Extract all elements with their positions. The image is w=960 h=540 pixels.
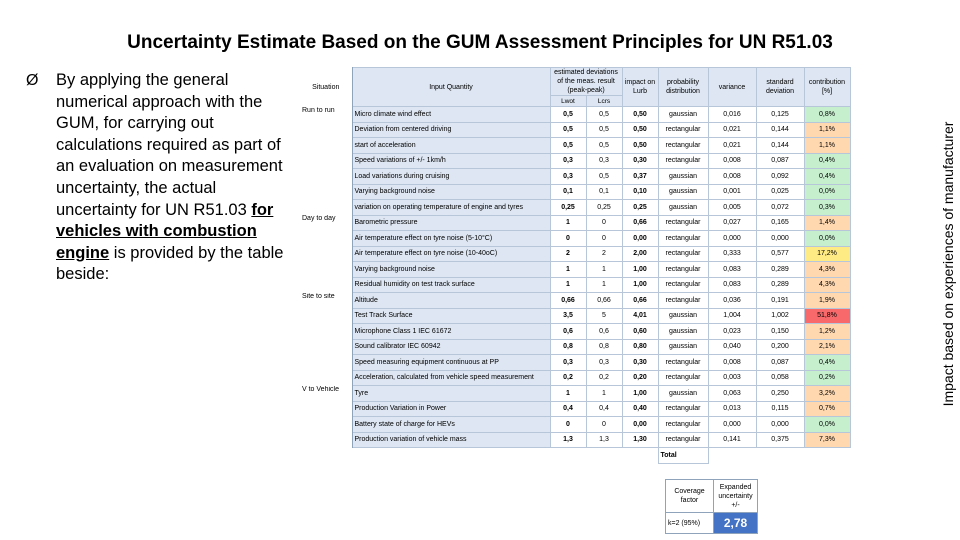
table-row [300,169,850,185]
std-deviation-cell: 0,250 [756,386,804,402]
lcrs-cell: 2 [586,246,622,262]
input-quantity-cell: Altitude [352,293,550,309]
input-quantity-cell: Load variations during cruising [352,169,550,185]
variance-cell: 0,000 [708,231,756,247]
variance-cell: 0,001 [708,184,756,200]
input-quantity-cell: Speed measuring equipment continuous at PP [352,355,550,371]
contribution-cell: 0,0% [804,184,850,200]
impact-cell: 0,20 [622,370,658,386]
impact-cell: 0,40 [622,401,658,417]
lwot-cell: 0 [550,417,586,433]
lwot-cell: 0,3 [550,355,586,371]
lcrs-cell: 0,5 [586,138,622,154]
situation-cell: Run to run [300,107,352,216]
impact-cell: 0,66 [622,293,658,309]
situation-cell: V to Vehicle [300,386,352,448]
lcrs-cell: 0,4 [586,401,622,417]
std-deviation-cell: 0,087 [756,153,804,169]
lcrs-cell: 0,5 [586,122,622,138]
contribution-cell: 0,4% [804,153,850,169]
impact-cell: 0,60 [622,324,658,340]
lcrs-cell: 1,3 [586,432,622,448]
contribution-cell: 1,1% [804,122,850,138]
std-deviation-cell: 0,000 [756,417,804,433]
contribution-cell: 2,1% [804,339,850,355]
impact-cell: 1,00 [622,386,658,402]
bullet-paragraph [26,70,288,286]
std-deviation-cell: 0,087 [756,355,804,371]
distribution-cell: rectangular [658,370,708,386]
std-deviation-cell: 0,115 [756,401,804,417]
bullet-text-after: is provided by the table beside: [56,243,284,284]
total-std: 1,39 [756,448,804,464]
variance-cell: 0,000 [708,417,756,433]
bullet-text [56,70,288,286]
table-row [300,184,850,200]
distribution-cell: rectangular [658,138,708,154]
input-quantity-cell: Residual humidity on test track surface [352,277,550,293]
impact-cell: 0,66 [622,215,658,231]
page-title: Uncertainty Estimate Based on the GUM Assessment Principles for UN R51.03 [127,32,833,53]
variance-cell: 0,008 [708,153,756,169]
lwot-cell: 2 [550,246,586,262]
input-quantity-cell: Tyre [352,386,550,402]
lwot-cell: 0,3 [550,169,586,185]
situation-cell: Day to day [300,215,352,293]
variance-cell: 0,008 [708,169,756,185]
header-variance: variance [708,68,756,107]
table-row [300,293,850,309]
input-quantity-cell: Barometric pressure [352,215,550,231]
header-lcrs: Lcrs [586,96,622,107]
lwot-cell: 3,5 [550,308,586,324]
impact-cell: 0,50 [622,122,658,138]
distribution-cell: gaussian [658,386,708,402]
lcrs-cell: 0 [586,231,622,247]
std-deviation-cell: 0,000 [756,231,804,247]
lcrs-cell: 0,5 [586,107,622,123]
total-row [300,448,850,464]
std-deviation-cell: 0,289 [756,277,804,293]
variance-cell: 0,141 [708,432,756,448]
std-deviation-cell: 0,289 [756,262,804,278]
contribution-cell: 4,3% [804,277,850,293]
variance-cell: 0,016 [708,107,756,123]
contribution-cell: 0,7% [804,401,850,417]
lwot-cell: 0,5 [550,107,586,123]
table-row [300,277,850,293]
lwot-cell: 0 [550,231,586,247]
input-quantity-cell: Varying background noise [352,262,550,278]
variance-cell: 0,021 [708,122,756,138]
lcrs-cell: 1 [586,262,622,278]
lcrs-cell: 0,25 [586,200,622,216]
std-deviation-cell: 0,577 [756,246,804,262]
coverage-k-value: k=2 (95%) [666,513,714,534]
distribution-cell: gaussian [658,339,708,355]
lwot-cell: 1 [550,386,586,402]
input-quantity-cell: Speed variations of +/- 1km/h [352,153,550,169]
lwot-cell: 0,25 [550,200,586,216]
contribution-cell: 0,2% [804,370,850,386]
input-quantity-cell: Production variation of vehicle mass [352,432,550,448]
impact-cell: 0,80 [622,339,658,355]
lcrs-cell: 0,2 [586,370,622,386]
lwot-cell: 0,8 [550,339,586,355]
contribution-cell: 0,4% [804,169,850,185]
distribution-cell: rectangular [658,262,708,278]
table-row [300,153,850,169]
distribution-cell: rectangular [658,215,708,231]
header-lwot: Lwot [550,96,586,107]
input-quantity-cell: Test Track Surface [352,308,550,324]
std-deviation-cell: 0,375 [756,432,804,448]
bullet-text-before: By applying the general numerical approach with the GUM, for carrying out calculations required as part of an evaluation on measurement uncertainty, the actual uncertainty for UN R51.03 [56,71,283,219]
contribution-cell: 17,2% [804,246,850,262]
variance-cell: 0,023 [708,324,756,340]
table-row [300,355,850,371]
side-caption: Impact based on experiences of manufacturer [940,121,956,407]
input-quantity-cell: Sound calibrator IEC 60942 [352,339,550,355]
total-variance: 1,94 [708,448,756,464]
table-row [300,417,850,433]
table-row [300,308,850,324]
std-deviation-cell: 0,200 [756,339,804,355]
impact-cell: 0,10 [622,184,658,200]
header-contribution: contribution [%] [804,68,850,107]
lcrs-cell: 1 [586,386,622,402]
variance-cell: 1,004 [708,308,756,324]
contribution-cell: 0,0% [804,417,850,433]
contribution-cell: 1,1% [804,138,850,154]
lwot-cell: 0,4 [550,401,586,417]
lwot-cell: 0,6 [550,324,586,340]
lcrs-cell: 0,5 [586,169,622,185]
header-input-quantity: Input Quantity [352,68,550,107]
distribution-cell: rectangular [658,122,708,138]
impact-cell: 1,30 [622,432,658,448]
contribution-cell: 1,2% [804,324,850,340]
impact-cell: 0,37 [622,169,658,185]
coverage-table [665,479,758,534]
table-row [300,231,850,247]
contribution-cell: 0,8% [804,107,850,123]
input-quantity-cell: Varying background noise [352,184,550,200]
header-situation: Situation [300,68,352,107]
contribution-cell: 1,9% [804,293,850,309]
header-standard-deviation: standard deviation [756,68,804,107]
impact-cell: 0,25 [622,200,658,216]
lwot-cell: 1,3 [550,432,586,448]
variance-cell: 0,013 [708,401,756,417]
impact-cell: 1,00 [622,277,658,293]
table-row [300,262,850,278]
impact-cell: 1,00 [622,262,658,278]
input-quantity-cell: Acceleration, calculated from vehicle speed measurement [352,370,550,386]
table-row [300,401,850,417]
input-quantity-cell: start of acceleration [352,138,550,154]
input-quantity-cell: Production Variation in Power [352,401,550,417]
header-estimated-deviations: estimated deviations of the meas. result (peak-peak) [550,68,622,96]
variance-cell: 0,036 [708,293,756,309]
std-deviation-cell: 0,072 [756,200,804,216]
variance-cell: 0,021 [708,138,756,154]
lwot-cell: 0,2 [550,370,586,386]
contribution-cell: 1,4% [804,215,850,231]
variance-cell: 0,027 [708,215,756,231]
impact-cell: 0,50 [622,138,658,154]
lwot-cell: 0,66 [550,293,586,309]
header-impact: impact on Lurb [622,68,658,107]
impact-cell: 0,30 [622,153,658,169]
lwot-cell: 0,5 [550,122,586,138]
uncertainty-table-wrapper [300,67,851,464]
distribution-cell: gaussian [658,184,708,200]
table-row [300,432,850,448]
impact-cell: 0,30 [622,355,658,371]
std-deviation-cell: 1,002 [756,308,804,324]
coverage-factor-label: Coverage factor [666,480,714,513]
table-row [300,324,850,340]
contribution-cell: 0,4% [804,355,850,371]
table-row [300,138,850,154]
table-row [300,215,850,231]
std-deviation-cell: 0,125 [756,107,804,123]
total-contribution: 100,0% [804,448,850,464]
input-quantity-cell: Micro climate wind effect [352,107,550,123]
table-row [300,122,850,138]
distribution-cell: gaussian [658,169,708,185]
table-row [300,370,850,386]
variance-cell: 0,063 [708,386,756,402]
impact-cell: 0,00 [622,417,658,433]
variance-cell: 0,333 [708,246,756,262]
distribution-cell: rectangular [658,293,708,309]
impact-cell: 2,00 [622,246,658,262]
distribution-cell: rectangular [658,432,708,448]
header-probability: probability distribution [658,68,708,107]
situation-cell: Site to site [300,293,352,386]
lcrs-cell: 0,3 [586,153,622,169]
input-quantity-cell: variation on operating temperature of engine and tyres [352,200,550,216]
input-quantity-cell: Air temperature effect on tyre noise (10-40oC) [352,246,550,262]
std-deviation-cell: 0,058 [756,370,804,386]
variance-cell: 0,005 [708,200,756,216]
lcrs-cell: 5 [586,308,622,324]
lwot-cell: 0,3 [550,153,586,169]
variance-cell: 0,083 [708,262,756,278]
lcrs-cell: 0 [586,417,622,433]
impact-cell: 4,01 [622,308,658,324]
distribution-cell: rectangular [658,417,708,433]
input-quantity-cell: Deviation from centered driving [352,122,550,138]
impact-cell: 0,50 [622,107,658,123]
bullet-arrow-icon: Ø [26,72,39,89]
contribution-cell: 3,2% [804,386,850,402]
distribution-cell: rectangular [658,401,708,417]
contribution-cell: 4,3% [804,262,850,278]
variance-cell: 0,040 [708,339,756,355]
distribution-cell: gaussian [658,308,708,324]
table-body [300,107,850,448]
table-row [300,200,850,216]
lwot-cell: 1 [550,277,586,293]
lcrs-cell: 0,1 [586,184,622,200]
variance-cell: 0,008 [708,355,756,371]
std-deviation-cell: 0,165 [756,215,804,231]
std-deviation-cell: 0,144 [756,122,804,138]
distribution-cell: gaussian [658,200,708,216]
total-label: Total [658,448,708,464]
std-deviation-cell: 0,150 [756,324,804,340]
distribution-cell: rectangular [658,277,708,293]
lcrs-cell: 0,6 [586,324,622,340]
distribution-cell: rectangular [658,231,708,247]
input-quantity-cell: Microphone Class 1 IEC 61672 [352,324,550,340]
distribution-cell: rectangular [658,355,708,371]
input-quantity-cell: Battery state of charge for HEVs [352,417,550,433]
std-deviation-cell: 0,144 [756,138,804,154]
contribution-cell: 0,3% [804,200,850,216]
distribution-cell: rectangular [658,153,708,169]
table-row [300,107,850,123]
variance-cell: 0,083 [708,277,756,293]
expanded-uncertainty-label: Expanded uncertainty +/- [714,480,758,513]
contribution-cell: 7,3% [804,432,850,448]
table-row [300,386,850,402]
std-deviation-cell: 0,025 [756,184,804,200]
distribution-cell: gaussian [658,107,708,123]
lcrs-cell: 1 [586,277,622,293]
lwot-cell: 0,1 [550,184,586,200]
contribution-cell: 0,0% [804,231,850,247]
impact-cell: 0,00 [622,231,658,247]
lwot-cell: 1 [550,215,586,231]
lcrs-cell: 0,8 [586,339,622,355]
lwot-cell: 1 [550,262,586,278]
distribution-cell: gaussian [658,324,708,340]
contribution-cell: 51,8% [804,308,850,324]
expanded-uncertainty-value: 2,78 [714,513,758,534]
lcrs-cell: 0,3 [586,355,622,371]
std-deviation-cell: 0,092 [756,169,804,185]
table-row [300,246,850,262]
lcrs-cell: 0 [586,215,622,231]
lcrs-cell: 0,66 [586,293,622,309]
table-row [300,339,850,355]
input-quantity-cell: Air temperature effect on tyre noise (5-10°C) [352,231,550,247]
lwot-cell: 0,5 [550,138,586,154]
distribution-cell: rectangular [658,246,708,262]
std-deviation-cell: 0,191 [756,293,804,309]
variance-cell: 0,003 [708,370,756,386]
uncertainty-table [300,67,851,464]
bullet-emphasis: for vehicles with combustion engine [56,200,274,262]
